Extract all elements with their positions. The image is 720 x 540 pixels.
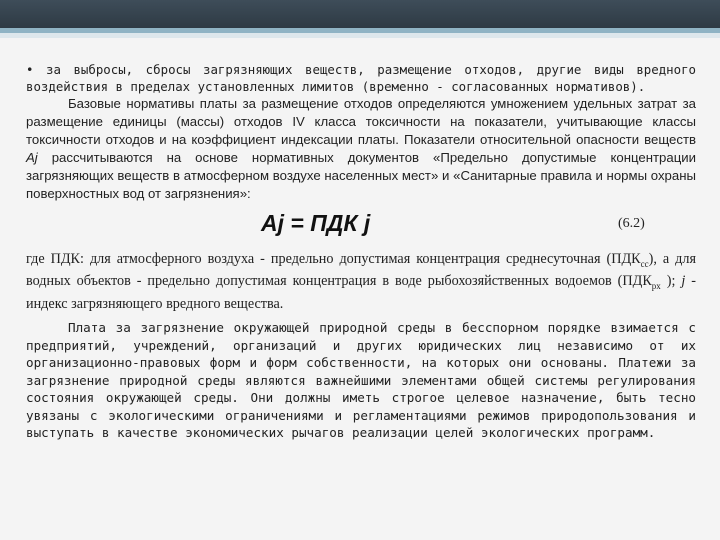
where-text-1: где ПДК: для атмосферного воздуха - предельно допустимая концентрация среднесуточная (ПДК [26,251,641,267]
bullet-paragraph: • за выбросы, сбросы загрязняющих веществ, размещение отходов, другие виды вредного воздействия в пределах установленных лимитов (временно - согласованных нормативов). [26,62,696,94]
slide-body [26,61,696,442]
where-text-2: ), а для водных объектов - предельно допустимая концентрация в воде рыбохозяйственных водоемов (ПДК [26,251,696,290]
base-rates-text: Базовые нормативы платы за размещение отходов определяются умножением удельных затрат за размещение единицы (массы) отходов IV класса токсичности на показатели, учитывающие классы токсичности отходов и на коэффициент индексации платы. Показатели [26,96,696,147]
formula-row [26,207,696,251]
header-bar [0,0,720,28]
relative-danger-text-b: рассчитываются на основе нормативных документов «Предельно допустимые концентрации загрязняющих веществ в атмосферном воздухе населенных мест» и «Санитарные правила и нормы охраны поверхностных вод от загрязнения»: [26,150,696,201]
where-sub-2: рх [651,281,661,292]
where-paragraph [26,251,696,313]
header-light-stripe [0,33,720,38]
base-rates-paragraph [26,95,696,203]
where-sub-1: сс [640,258,649,269]
where-text-4: - индекс загрязняющего вредного вещества. [26,273,696,312]
relative-danger-text-a: относительной опасности веществ [480,132,697,147]
aj-symbol: Aj [26,150,38,165]
where-text-3: ); [660,273,682,290]
formula: Aj = ПДК j [261,210,371,236]
formula-number: (6.2) [618,216,645,231]
payment-paragraph: Плата за загрязнение окружающей природной среды в бесспорном порядке взимается с предприятий, учреждений, организаций и других юридических лиц независимо от их организационно-правовых форм и форм собственности, на которых они основаны. Платежи за загрязнение природной среды являются важнейшими элементами общей системы регулирования состояния окружающей среды. Они должны иметь строгое целевое назначение, быть тесно увязаны с экологическими ограничениями и регламентациями режимов природопользования и выступать в качестве экономических рычагов реализации целей экологических программ. [26,320,696,441]
where-j-symbol: j [681,273,686,290]
